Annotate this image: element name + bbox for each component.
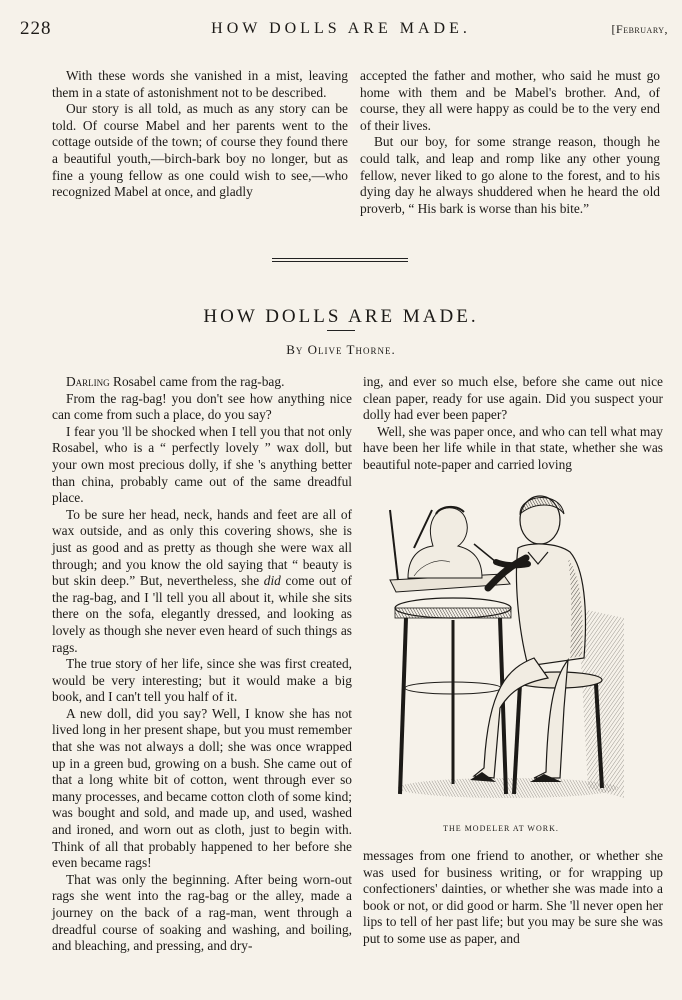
article-right-column-bottom xyxy=(363,848,663,948)
article-left-column xyxy=(52,374,352,955)
emphasis: did xyxy=(263,573,281,589)
paragraph: ing, and ever so much else, before she came out nice clean paper, ready for use again. Did you suspect your dolly had ever been paper? xyxy=(363,374,663,423)
article-right-column-top xyxy=(363,374,663,474)
section-divider xyxy=(272,258,408,259)
paragraph: accepted the father and mother, who said he must go home with them and be Mabel's brother. And, of course, they all were happy as could be to the very end of their lives. xyxy=(360,68,660,133)
prev-story-left-column xyxy=(52,68,348,201)
section-divider xyxy=(272,261,408,262)
paragraph: From the rag-bag! you don't see how anything nice can come from such a place, do you say? xyxy=(52,390,352,423)
lead-word: Darling xyxy=(66,374,110,389)
engraving-modeler-at-work-icon xyxy=(378,488,624,818)
page-number: 228 xyxy=(20,18,52,39)
paragraph: I fear you 'll be shocked when I tell you that not only Rosabel, who is a “ perfectly lovely ” wax doll, but your own most precious dolly, if she 's anything better than china, probably came out of the same dreadful place. xyxy=(52,423,352,506)
paragraph: With these words she vanished in a mist, leaving them in a state of astonishment not to be described. xyxy=(52,68,348,100)
month-label: [February, xyxy=(611,22,668,36)
paragraph: Darling Rosabel came from the rag-bag. xyxy=(66,374,285,389)
article-title: HOW DOLLS ARE MADE. xyxy=(203,306,479,327)
paragraph: Our story is all told, as much as any story can be told. Of course Mabel and her parents went to the cottage outside of the town; of course they found there a beautiful youth,—birch-bark boy no longer, but as fine a young fellow as one could wish to see,—who recognized Mabel at once, and gladly xyxy=(52,101,348,200)
paragraph: Well, she was paper once, and who can tell what may have been her life while in that state, whether she was beautiful note-paper and carried loving xyxy=(363,423,663,472)
paragraph: The true story of her life, since she was first created, would be very interesting; but it would make a big book, and I can't tell you half of it. xyxy=(52,656,352,705)
byline: By Olive Thorne. xyxy=(286,342,396,357)
title-rule xyxy=(327,330,355,331)
paragraph: To be sure her head, neck, hands and feet are all of wax outside, and as only this covering shows, she is just as good and as pretty as though she were wax all through; and you know the old saying that “ beauty is but skin deep.” But, nevertheless, she did come out of the rag-bag, and I 'll tell you all about it, while she sits there on the sofa, elegantly dressed, and looking as lovely as though she never even heard of such things as rags. xyxy=(52,506,352,655)
illustration-caption: THE MODELER AT WORK. xyxy=(443,824,559,833)
running-title: HOW DOLLS ARE MADE. xyxy=(211,20,471,37)
running-header xyxy=(0,18,682,44)
prev-story-right-column xyxy=(360,68,660,217)
paragraph: But our boy, for some strange reason, though he could talk, and leap and romp like any other young fellow, never liked to go alone to the forest, and to his dying day he always shuddered when he heard the old proverb, “ His bark is worse than his bite.” xyxy=(360,134,660,216)
paragraph: That was only the beginning. After being worn-out rags she went into the rag-bag or the alley, made a journey on the back of a rag-man, went through a dreadful course of soaking and washing, and boiling, and bleaching, and pressing, and dry- xyxy=(52,871,352,954)
paragraph: A new doll, did you say? Well, I know she has not lived long in her present shape, but you must remember that she was not always a doll; she was once wrapped up in a green bud, growing on a bush. She came out of that a long white bit of cotton, went through ever so many processes, and became cotton cloth of some kind; was bought and sold, and made up, and used, washed and ironed, and worn out as cloth, just to begin with. Think of all that probably happened to her before she even became rags! xyxy=(52,705,352,871)
paragraph: messages from one friend to another, or whether she was used for business writing, or for wrapping up confectioners' dainties, or whether she was made into a book or not, or did good or harm. She 'll never open her lips to tell of her past life; but you may be sure she was put to some use as paper, and xyxy=(363,848,663,946)
